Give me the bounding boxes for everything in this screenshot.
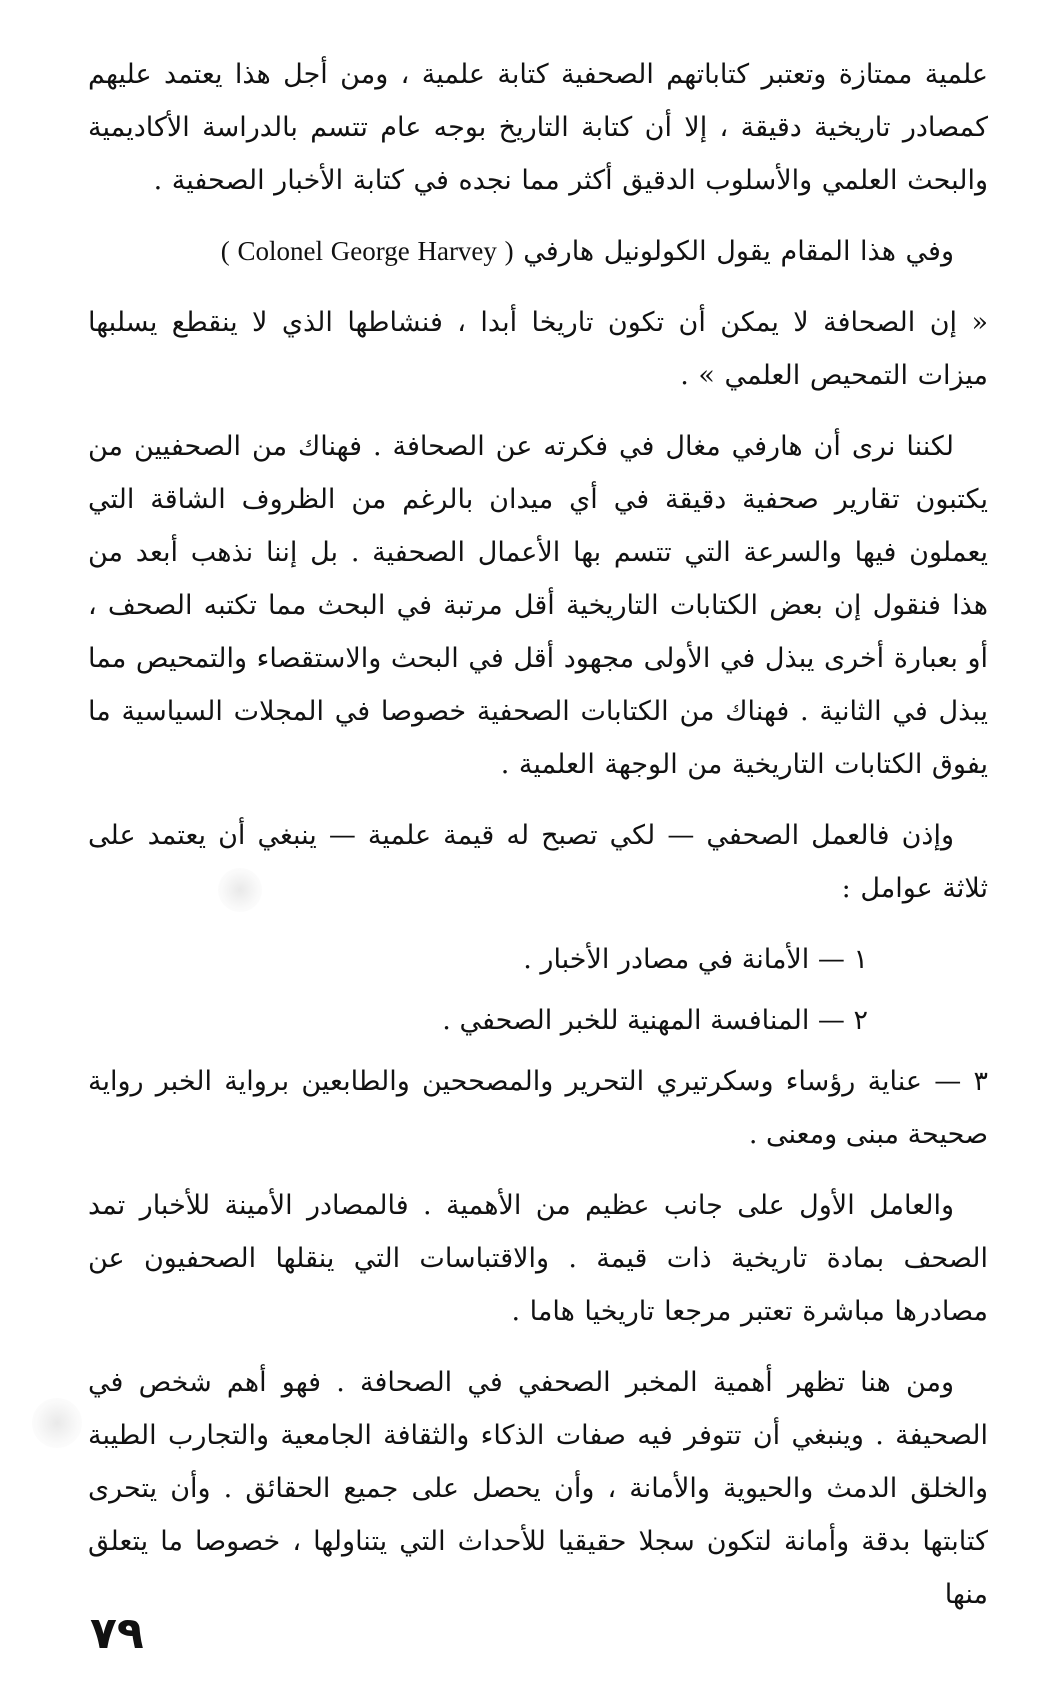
quote-text: إن الصحافة لا يمكن أن تكون تاريخا أبدا ، فنشاطها الذي لا ينقطع يسلبها ميزات التمحيص العلمي » . xyxy=(88,307,988,391)
scan-smudge xyxy=(32,1398,82,1448)
paragraph-1: علمية ممتازة وتعتبر كتاباتهم الصحفية كتابة علمية ، ومن أجل هذا يعتمد عليهم كمصادر تاريخية دقيقة ، إلا أن كتابة التاريخ بوجه عام تتسم بالدراسة الأكاديمية والبحث العلمي والأسلوب الدقيق أكثر مما نجده في كتابة الأخبار الصحفية . xyxy=(88,59,988,196)
factor-item-2: ٢ — المنافسة المهنية للخبر الصحفي . xyxy=(442,1005,868,1036)
harvey-intro-line xyxy=(88,225,988,278)
page-number: ٧٩ xyxy=(90,1608,144,1659)
harvey-quote xyxy=(88,296,988,402)
paragraph-3: لكننا نرى أن هارفي مغال في فكرته عن الصحافة . فهناك من الصحفيين من يكتبون تقارير صحفية دقيقة في أي ميدان بالرغم من الظروف الشاقة التي يعملون فيها والسرعة التي تتسم بها الأعمال الصحفية . بل إننا نذهب أبعد من هذا فنقول إن بعض الكتابات التاريخية أقل مرتبة في البحث مما تكتبه الصحف ، أو بعبارة أخرى يبذل في الأولى مجهود أقل في البحث والاستقصاء والتمحيص مما يبذل في الثانية . فهناك من الكتابات الصحفية خصوصا في المجلات السياسية ما يفوق الكتابات التاريخية من الوجهة العلمية . xyxy=(88,431,988,780)
quote-open-mark: « xyxy=(971,307,988,338)
factors-list xyxy=(88,933,988,1161)
factor-item-1: ١ — الأمانة في مصادر الأخبار . xyxy=(523,944,868,975)
book-page xyxy=(88,48,988,1648)
paragraph-4: وإذن فالعمل الصحفي — لكي تصبح له قيمة علمية — ينبغي أن يعتمد على ثلاثة عوامل : xyxy=(88,820,988,904)
harvey-intro-text: وفي هذا المقام يقول الكولونيل هارفي xyxy=(523,236,954,267)
paragraph-5: والعامل الأول على جانب عظيم من الأهمية . فالمصادر الأمينة للأخبار تمد الصحف بمادة تاريخية ذات قيمة . والاقتباسات التي ينقلها الصحفيون عن مصادرها مباشرة تعتبر مرجعا تاريخيا هاما . xyxy=(88,1190,988,1327)
harvey-latin-name: ( Colonel George Harvey ) xyxy=(220,236,514,266)
paragraph-6: ومن هنا تظهر أهمية المخبر الصحفي في الصحافة . فهو أهم شخص في الصحيفة . وينبغي أن تتوفر فيه صفات الذكاء والثقافة الجامعية والتجارب الطيبة والخلق الدمث والحيوية والأمانة ، وأن يحصل على جميع الحقائق . وأن يتحرى كتابتها بدقة وأمانة لتكون سجلا حقيقيا للأحداث التي يتناولها ، خصوصا ما يتعلق منها xyxy=(88,1367,988,1610)
factor-item-3: ٣ — عناية رؤساء وسكرتيري التحرير والمصححين والطابعين برواية الخبر رواية صحيحة مبنى ومعنى . xyxy=(88,1066,988,1150)
